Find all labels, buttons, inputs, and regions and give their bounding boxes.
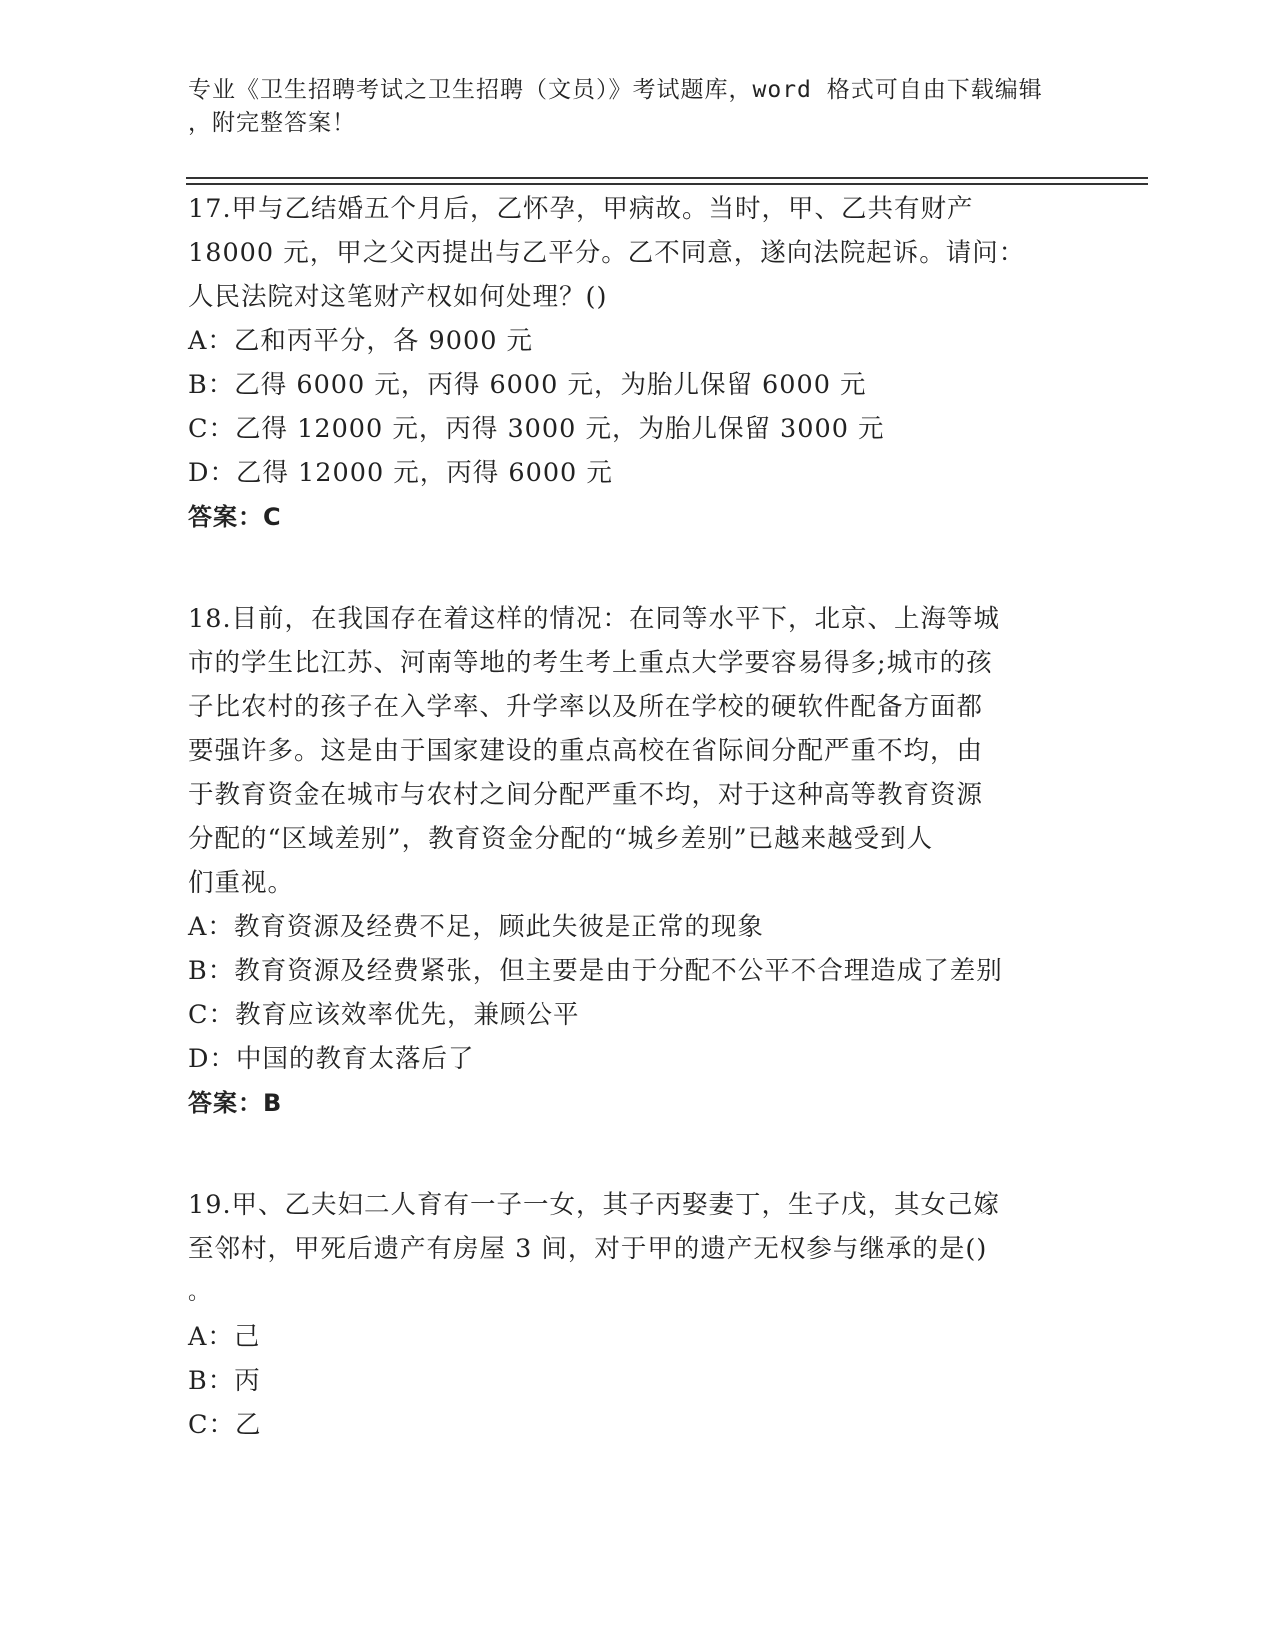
question-text-line: 子比农村的孩子在入学率、升学率以及所在学校的硬软件配备方面都 [188, 692, 984, 722]
header-line-1: 专业《卫生招聘考试之卫生招聘（文员）》考试题库，word 格式可自由下载编辑 [188, 77, 1043, 103]
question-17 [188, 187, 1088, 539]
header-divider-bottom [186, 183, 1148, 185]
option-a: A：己 [188, 1322, 261, 1352]
question-text-line: 市的学生比江苏、河南等地的考生考上重点大学要容易得多;城市的孩 [188, 648, 993, 678]
question-text-line: 于教育资金在城市与农村之间分配严重不均，对于这种高等教育资源 [188, 780, 984, 810]
question-text-line: 要强许多。这是由于国家建设的重点高校在省际间分配严重不均，由 [188, 736, 984, 766]
question-text-line: 分配的“区域差别”，教育资金分配的“城乡差别”已越来越受到人 [188, 824, 934, 854]
question-text-line: 至邻村，甲死后遗产有房屋 3 间，对于甲的遗产无权参与继承的是() [188, 1234, 988, 1264]
question-text-line: 18.目前，在我国存在着这样的情况：在同等水平下，北京、上海等城 [188, 604, 1001, 634]
question-text-line: 19.甲、乙夫妇二人育有一子一女，其子丙娶妻丁，生子戊，其女己嫁 [188, 1190, 1001, 1220]
option-b: B：乙得 6000 元，丙得 6000 元，为胎儿保留 6000 元 [188, 370, 867, 400]
option-c: C：乙 [188, 1410, 262, 1440]
option-b: B：教育资源及经费紧张，但主要是由于分配不公平不合理造成了差别 [188, 956, 1003, 986]
header-line-2: ，附完整答案！ [188, 110, 356, 136]
answer-label: 答案：B [188, 1089, 283, 1117]
option-d: D：乙得 12000 元，丙得 6000 元 [188, 458, 613, 488]
option-c: C：乙得 12000 元，丙得 3000 元，为胎儿保留 3000 元 [188, 414, 885, 444]
question-text-line: 人民法院对这笔财产权如何处理？() [188, 282, 608, 312]
option-c: C：教育应该效率优先，兼顾公平 [188, 1000, 580, 1030]
answer-label: 答案：C [188, 503, 282, 531]
option-b: B：丙 [188, 1366, 261, 1396]
document-header [188, 74, 1068, 140]
question-text-line: 。 [188, 1280, 212, 1305]
option-a: A：乙和丙平分，各 9000 元 [188, 326, 534, 356]
header-divider-top [186, 177, 1148, 179]
question-18 [188, 597, 1088, 1125]
question-text-line: 18000 元，甲之父丙提出与乙平分。乙不同意，遂向法院起诉。请问： [188, 238, 1026, 268]
question-19 [188, 1183, 1088, 1447]
question-text-line: 们重视。 [188, 868, 295, 898]
option-d: D：中国的教育太落后了 [188, 1044, 475, 1074]
question-text-line: 17.甲与乙结婚五个月后，乙怀孕，甲病故。当时，甲、乙共有财产 [188, 194, 974, 224]
option-a: A：教育资源及经费不足，顾此失彼是正常的现象 [188, 912, 764, 942]
